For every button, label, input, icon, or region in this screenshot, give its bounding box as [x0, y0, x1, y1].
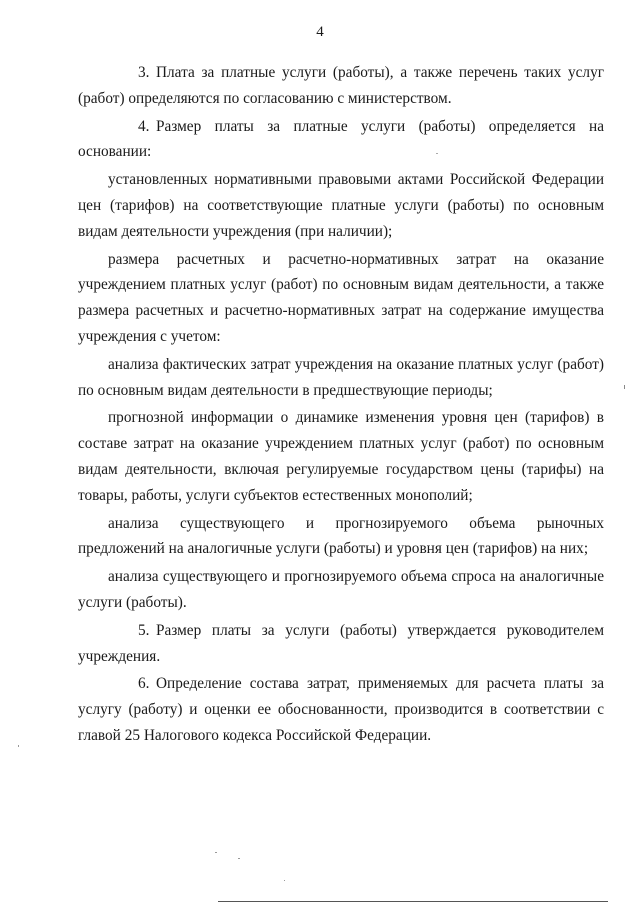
paragraph-text: размера расчетных и расчетно-нормативных затрат на оказание учреждением платных услуг (работ) по основным видам деятельности, а также размера расчетных и расчетно-нормативных затрат на содержание имущества учреждения с учетом:	[78, 250, 604, 345]
paragraph-number: 5.	[138, 621, 150, 639]
paragraph-number: 3.	[138, 64, 150, 81]
paragraph-text: анализа существующего и прогнозируемого объема рыночных предложений на аналогичные услуги (работы) и уровня цен (тарифов) на них;	[78, 514, 604, 558]
paragraph-text: Размер платы за платные услуги (работы) определяется на основании:	[78, 117, 604, 161]
bottom-rule	[218, 901, 608, 902]
page-number: 4	[316, 24, 324, 40]
paragraph-text: анализа существующего и прогнозируемого объема спроса на аналогичные услуги (работы).	[78, 568, 604, 611]
paragraph-number: 6.	[138, 675, 150, 693]
paragraph-text: прогнозной информации о динамике изменения уровня цен (тарифов) в составе затрат на оказание учреждением платных услуг (работ) по основным видам деятельности, включая регулируемые государством цены (тарифы) на товары, работы, услуги субъектов естественных монополий;	[78, 409, 604, 504]
paragraph-text: установленных нормативными правовыми актами Российской Федерации цен (тарифов) на соответствующие платные услуги (работы) по основным видам деятельности учреждения (при наличии);	[78, 171, 604, 240]
paragraph-text: анализа фактических затрат учреждения на оказание платных услуг (работ) по основным видам деятельности в предшествующие периоды;	[78, 355, 604, 399]
paragraph-text: Плата за платные услуги (работы), а также перечень таких услуг (работ) определяются по согласованию с министерством.	[78, 64, 604, 107]
paragraph-text: Определение состава затрат, применяемых для расчета платы за услугу (работу) и оценки ее обоснованности, производится в соответствии с главой 25 Налогового кодекса Российской Федерации.	[78, 675, 604, 744]
paragraph-number: 4.	[138, 117, 150, 135]
paragraph-text: Размер платы за услуги (работы) утверждается руководителем учреждения.	[78, 621, 604, 665]
